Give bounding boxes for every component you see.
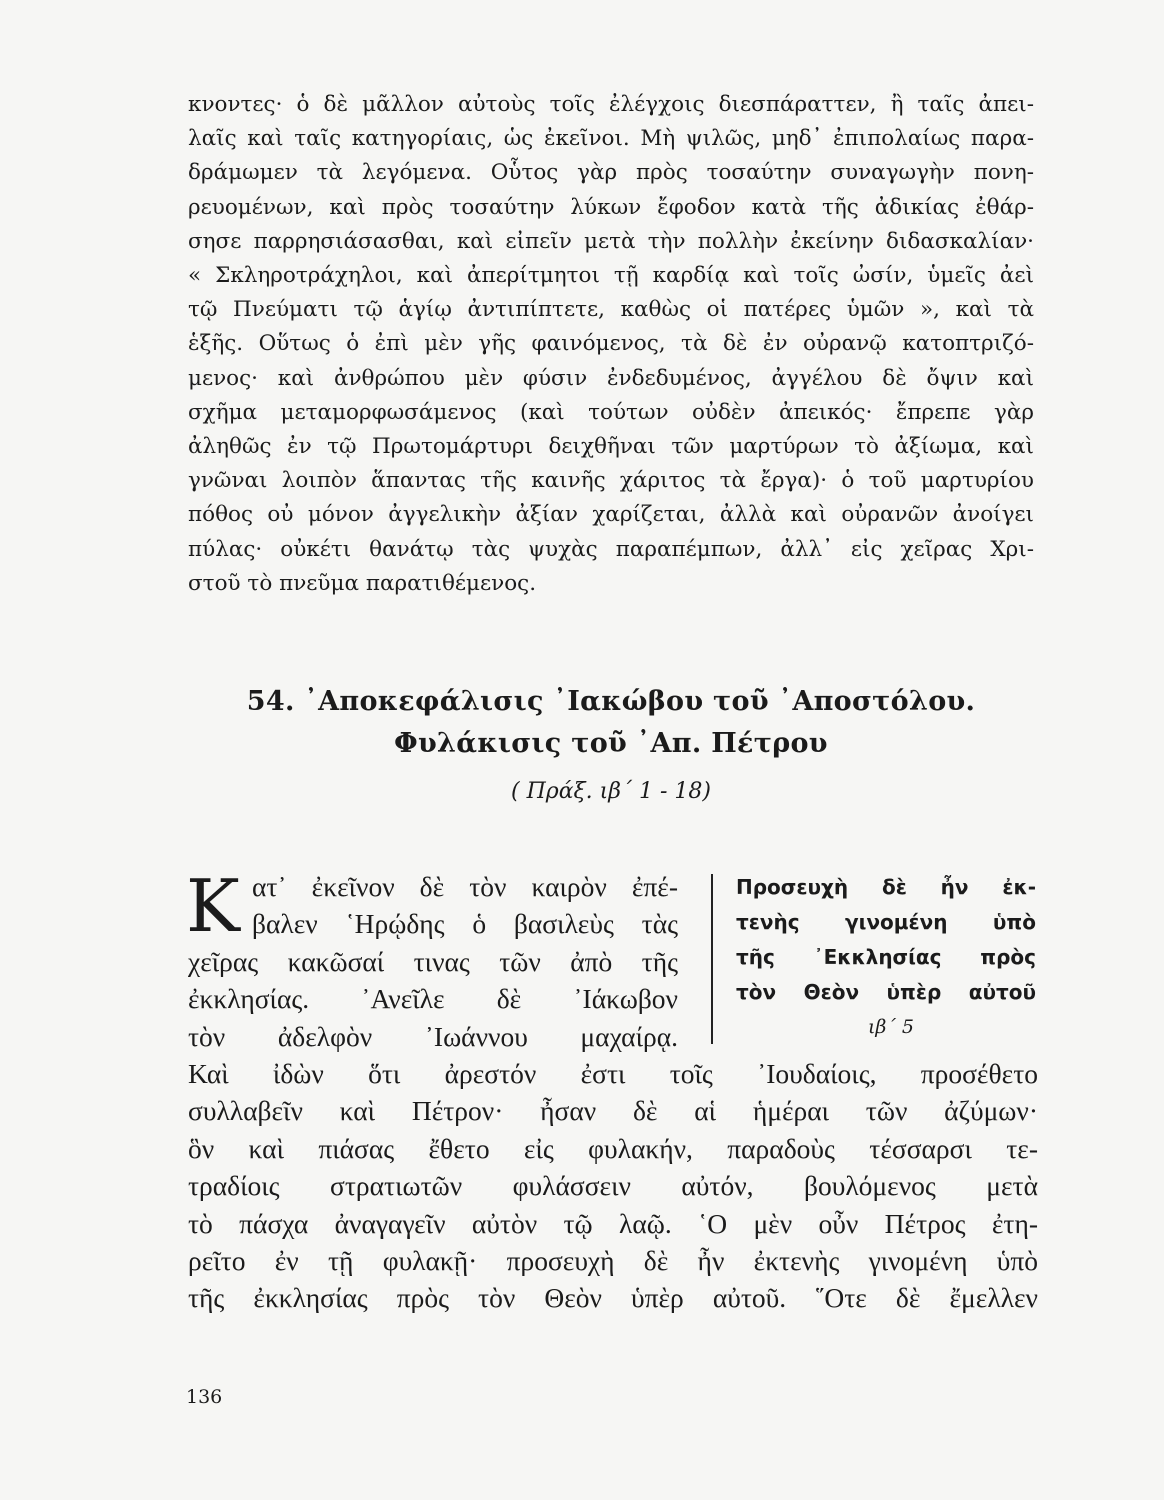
scripture-opening-block bbox=[186, 864, 678, 1055]
scripture-line: ατ᾽ ἐκεῖνον δὲ τὸν καιρὸν ἐπέ- bbox=[252, 871, 678, 902]
scripture-line: ἐκκλησίας. ᾿Ανεῖλε δὲ ᾿Ιάκωβον bbox=[188, 983, 678, 1015]
scripture-line: συλλαβεῖν καὶ Πέτρον· ἦσαν δὲ αἱ ἡμέραι τῶν ἀζύμων· bbox=[188, 1095, 1038, 1127]
scripture-line: ὃν καὶ πιάσας ἔθετο εἰς φυλακήν, παραδοὺς τέσσαρσι τε- bbox=[188, 1132, 1038, 1164]
margin-note-line: τὸν Θεὸν ὑπὲρ αὐτοῦ bbox=[736, 980, 1036, 1004]
margin-note bbox=[736, 870, 1036, 1044]
commentary-line: ἑξῆς. Οὕτως ὁ ἐπὶ μὲν γῆς φαινόμενος, τὰ δὲ ἐν οὐρανῷ κατοπτριζό- bbox=[188, 331, 1034, 357]
commentary-line: τῷ Πνεύματι τῷ ἁγίῳ ἀντιπίπτετε, καθὼς οἱ πατέρες ὑμῶν », καὶ τὰ bbox=[188, 297, 1034, 323]
scripture-line: τὸν ἀδελφὸν ᾿Ιωάννου μαχαίρᾳ. bbox=[188, 1020, 678, 1052]
scripture-line: τραδίοις στρατιωτῶν φυλάσσειν αὐτόν, βουλόμενος μετὰ bbox=[188, 1170, 1038, 1202]
scripture-line: τῆς ἐκκλησίας πρὸς τὸν Θεὸν ὑπὲρ αὐτοῦ. ῞Οτε δὲ ἔμελλεν bbox=[188, 1282, 1038, 1314]
scripture-line: βαλεν ῾Ηρῴδης ὁ βασιλεὺς τὰς bbox=[252, 908, 678, 940]
chapter-title-line-2: Φυλάκισις τοῦ ᾿Απ. Πέτρου bbox=[394, 728, 828, 759]
margin-note-verse: ιβ΄ 5 bbox=[867, 1016, 914, 1038]
commentary-line: λαῖς καὶ ταῖς κατηγορίαις, ὡς ἐκεῖνοι. Μὴ ψιλῶς, μηδ᾽ ἐπιπολαίως παρα- bbox=[188, 126, 1034, 152]
scripture-line: τὸ πάσχα ἀναγαγεῖν αὐτὸν τῷ λαῷ. ῾Ο μὲν οὖν Πέτρος ἐτη- bbox=[188, 1207, 1038, 1239]
margin-note-line: Προσευχὴ δὲ ἦν ἐκ- bbox=[736, 875, 1036, 899]
commentary-line: πόθος οὐ μόνον ἀγγελικὴν ἀξίαν χαρίζεται, ἀλλὰ καὶ οὐρανῶν ἀνοίγει bbox=[188, 502, 1034, 528]
margin-note-line: τενὴς γινομένη ὑπὸ bbox=[736, 910, 1036, 934]
commentary-line: σησε παρρησιάσασθαι, καὶ εἰπεῖν μετὰ τὴν πολλὴν ἐκείνην διδασκαλίαν· bbox=[188, 228, 1034, 254]
commentary-line: κνοντες· ὁ δὲ μᾶλλον αὐτοὺς τοῖς ἐλέγχοις διεσπάραττεν, ἢ ταῖς ἀπει- bbox=[188, 92, 1034, 117]
scripture-line: χεῖρας κακῶσαί τινας τῶν ἀπὸ τῆς bbox=[188, 945, 678, 977]
sidenote-divider bbox=[711, 874, 713, 1044]
commentary-line: « Σκληροτράχηλοι, καὶ ἀπερίτμητοι τῇ καρδίᾳ καὶ τοῖς ὠσίν, ὑμεῖς ἀεὶ bbox=[188, 263, 1034, 289]
commentary-line: σχῆμα μεταμορφωσάμενος (καὶ τούτων οὐδὲν ἀπεικός· ἔπρεπε γὰρ bbox=[188, 399, 1034, 425]
commentary-line: πύλας· οὐκέτι θανάτῳ τὰς ψυχὰς παραπέμπων, ἀλλ᾽ εἰς χεῖρας Χρι- bbox=[188, 536, 1034, 562]
commentary-line: γνῶναι λοιπὸν ἅπαντας τῆς καινῆς χάριτος τὰ ἔργα)· ὁ τοῦ μαρτυρίου bbox=[188, 468, 1034, 494]
scripture-reference: ( Πράξ. ιβ΄ 1 - 18) bbox=[511, 779, 711, 804]
scripture-line: ρεῖτο ἐν τῇ φυλακῇ· προσευχὴ δὲ ἦν ἐκτενὴς γινομένη ὑπὸ bbox=[188, 1245, 1038, 1277]
commentary-line: δράμωμεν τὰ λεγόμενα. Οὗτος γὰρ πρὸς τοσαύτην συναγωγὴν πονη- bbox=[188, 160, 1034, 186]
commentary-paragraph bbox=[188, 88, 1034, 601]
page-number: 136 bbox=[186, 1386, 223, 1408]
drop-cap: Κ bbox=[186, 864, 240, 948]
chapter-title-line-1: 54. ᾿Αποκεφάλισις ᾿Ιακώβου τοῦ ᾿Αποστόλου. bbox=[246, 686, 976, 717]
commentary-line: ρευομένων, καὶ πρὸς τοσαύτην λύκων ἔφοδον κατὰ τῆς ἀδικίας ἐθάρ- bbox=[188, 194, 1034, 220]
commentary-line: μενος· καὶ ἀνθρώπου μὲν φύσιν ἐνδεδυμένος, ἀγγέλου δὲ ὄψιν καὶ bbox=[188, 365, 1034, 391]
commentary-line: στοῦ τὸ πνεῦμα παρατιθέμενος. bbox=[188, 570, 537, 596]
margin-note-line: τῆς ᾿Εκκλησίας πρὸς bbox=[736, 945, 1036, 969]
commentary-line: ἀληθῶς ἐν τῷ Πρωτομάρτυρι δειχθῆναι τῶν μαρτύρων τὸ ἀξίωμα, καὶ bbox=[188, 434, 1034, 460]
chapter-heading bbox=[188, 682, 1034, 812]
scripture-line: Καὶ ἰδὼν ὅτι ἀρεστόν ἐστι τοῖς ᾿Ιουδαίοις, προσέθετο bbox=[188, 1058, 1038, 1090]
